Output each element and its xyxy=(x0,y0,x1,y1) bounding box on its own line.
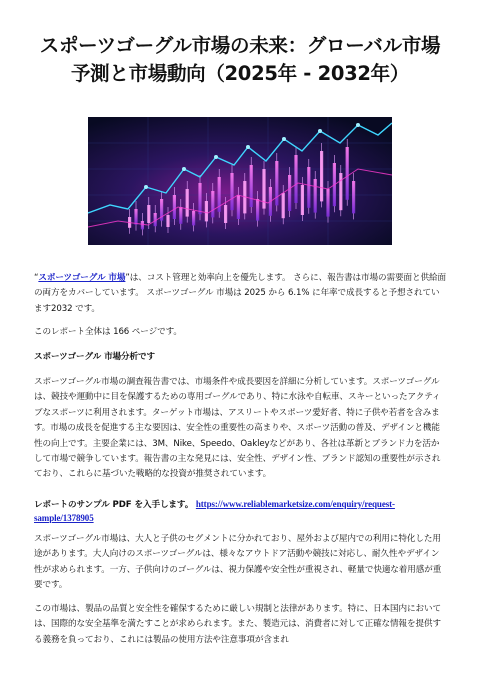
analysis-heading-text: スポーツゴーグル 市場分析です xyxy=(34,352,156,362)
candle-body xyxy=(346,147,349,200)
candle-body xyxy=(186,189,189,217)
candle-body xyxy=(339,173,342,210)
candle-body xyxy=(320,151,323,201)
candle-body xyxy=(179,207,182,224)
candle-body xyxy=(211,191,214,217)
candle-body xyxy=(198,183,201,214)
intro-paragraph xyxy=(34,271,446,317)
candle-body xyxy=(134,209,137,225)
candle-body xyxy=(237,195,240,219)
candle-body xyxy=(224,205,227,223)
candle-body xyxy=(352,181,355,213)
analysis-heading xyxy=(34,350,446,365)
candle-body xyxy=(205,201,208,221)
candle-body xyxy=(166,215,169,227)
candle-body xyxy=(301,185,304,215)
quote-open: “ xyxy=(34,273,39,283)
candlestick-chart-graphic xyxy=(88,117,392,245)
regulation-paragraph xyxy=(34,602,446,648)
title-line-2: 予測と市場動向（2025年 - 2032年） xyxy=(70,62,410,85)
sample-label: レポートのサンプル PDF を入手します。 xyxy=(34,500,194,510)
candle-body xyxy=(307,167,310,208)
candle-body xyxy=(275,161,278,205)
candle-body xyxy=(282,193,285,218)
sample-request xyxy=(34,498,446,526)
candle-body xyxy=(250,165,253,207)
candle-body xyxy=(256,199,259,221)
candle-body xyxy=(288,175,291,211)
candle-body xyxy=(230,173,233,210)
candle-body xyxy=(192,211,195,225)
intro-text: ”は、コスト管理と効率向上を優先します。 さらに、報告書は市場の需要面と供給面の両方をカバーしています。 スポーツゴーグル 市場は 2025 から 6.1% に年率で成長すると予想されています2032 です。 xyxy=(34,273,446,314)
candle-body xyxy=(141,221,144,229)
pages-note-text: このレポート全体は 166 ページです。 xyxy=(34,327,182,337)
candle-body xyxy=(173,195,176,219)
market-link[interactable]: スポーツゴーグル 市場 xyxy=(38,273,126,283)
segment-body-text: スポーツゴーグル市場は、大人と子供のセグメントに分かれており、屋外および屋内での利用に特化した用途があります。大人向けのスポーツゴーグルは、様々なアウトドア活動や競技に対応し、耐久性やデザイン性が求められます。一方、子供向けのゴーグルは、視力保護や安全性が重視され、軽量で快適な着用感が重要です。 xyxy=(34,534,442,591)
title-line-1: スポーツゴーグル市場の未来：グローバル市場 xyxy=(39,34,441,57)
segment-paragraph xyxy=(34,532,446,594)
hero-image-financial-chart xyxy=(88,117,392,245)
regulation-body-text: この市場は、製品の品質と安全性を確保するために厳しい規制と法律があります。特に、日本国内においては、国際的な安全基準を満たすことが求められます。また、製造元は、消費者に対して正確な情報を提供する義務を負っており、これには製品の使用方法や注意事項が含まれ xyxy=(34,604,442,645)
analysis-body-text: スポーツゴーグル市場の調査報告書では、市場条件や成長要因を詳細に分析しています。スポーツゴーグルは、競技や運動中に目を保護するための専用ゴーグルであり、特に水泳や自転車、スキーといったアクティブなスポーツに利用されます。ターゲット市場は、アスリートやスポーツ愛好者、特に子供や若者を含みます。市場の成長を促進する主な要因は、安全性の重要性の高まりや、スポーツ活動の普及、デザインと機能性の向上です。主要企業には、3M、Nike、Speedo、Oakleyなどがあり、各社は革新とブランド力を活かして市場で競争しています。報告書の主な発見には、安全性、デザイン性、ブランド認知の重要性が示されており、これらに基づいた戦略的な投資が推奨されています。 xyxy=(34,377,441,480)
pages-note xyxy=(34,325,446,340)
candle-body xyxy=(326,189,329,217)
document-title xyxy=(24,32,456,88)
candle-body xyxy=(314,179,317,213)
sample-url-link[interactable]: https://www.reliablemarketsize.com/enquiry/request-sample/1378905 xyxy=(34,499,395,523)
candle-body xyxy=(294,155,297,203)
candle-body xyxy=(147,205,150,223)
analysis-paragraph xyxy=(34,375,446,483)
